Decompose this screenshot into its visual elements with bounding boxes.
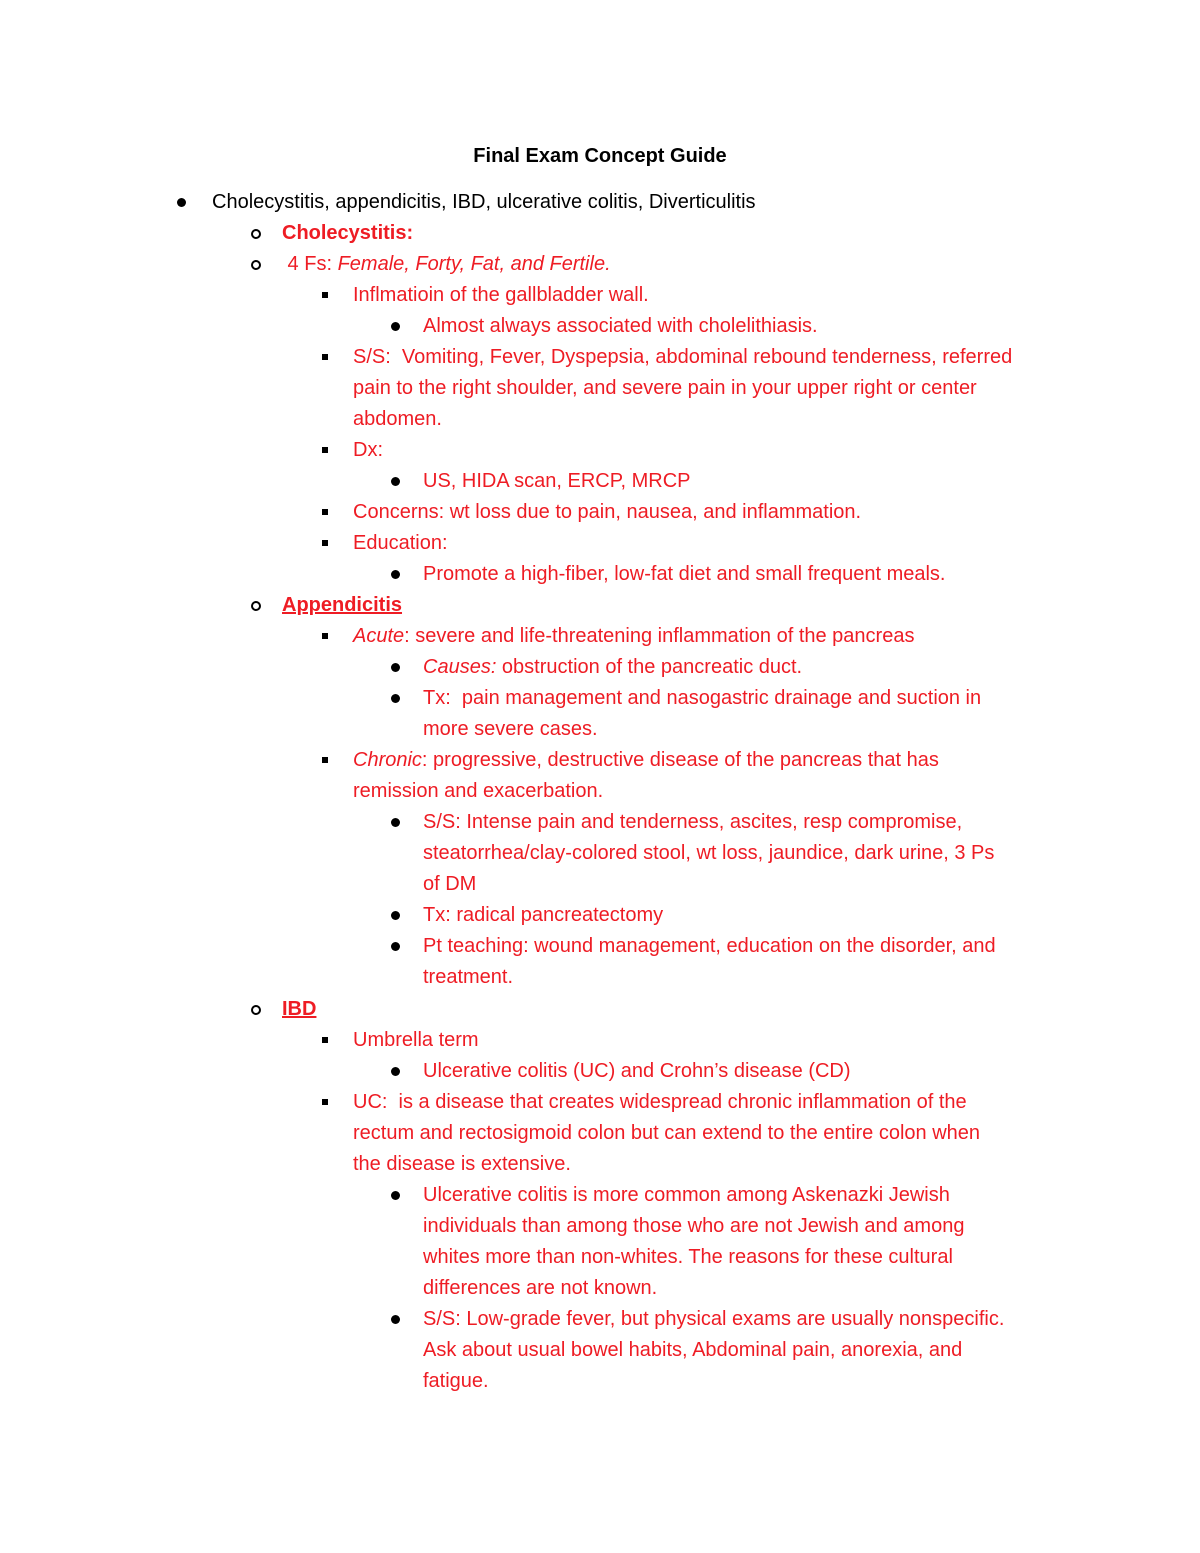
chole-fs-prefix: 4 Fs: (282, 253, 338, 275)
chole-fs-italic: Female, Forty, Fat, and Fertile. (337, 253, 611, 275)
chole-heading: Cholecystitis: (282, 222, 414, 244)
ibd-heading-item (246, 994, 316, 1025)
ibd-umbrella-item (316, 1025, 479, 1056)
chole-dx-list-item (386, 466, 690, 497)
ibd-ss-item (386, 1304, 1004, 1397)
appy-heading: Appendicitis (282, 594, 403, 616)
ibd-eth-line1: Ulcerative colitis is more common among Askenazki Jewish (423, 1184, 950, 1206)
appy-ss-line1: S/S: Intense pain and tenderness, ascites, resp compromise, (423, 811, 963, 833)
chole-assoc-item (386, 311, 818, 342)
chole-education-label: Education: (353, 532, 448, 554)
chole-inflam-item (316, 280, 649, 311)
ibd-eth-line3: whites more than non-whites. The reasons for these cultural (423, 1246, 953, 1268)
chole-edu-list-item (386, 559, 945, 590)
chole-heading-item (246, 218, 413, 249)
chole-ss-line2: pain to the right shoulder, and severe pain in your upper right or center (353, 377, 977, 399)
ibd-eth-line4: differences are not known. (423, 1277, 658, 1299)
appy-causes-item (386, 652, 802, 683)
ibd-uc-cd-item (386, 1056, 851, 1087)
appy-pt-line1: Pt teaching: wound management, education on the disorder, and (423, 935, 996, 957)
chole-concerns-text: Concerns: wt loss due to pain, nausea, and inflammation. (353, 501, 862, 523)
ibd-uc-item (316, 1087, 980, 1180)
chole-fs-item (246, 249, 611, 280)
ibd-uc-line3: the disease is extensive. (353, 1153, 571, 1175)
appy-ss-line3: of DM (423, 873, 477, 895)
appy-chronic-text: : progressive, destructive disease of the pancreas that has (421, 749, 939, 771)
ibd-ss-line2: Ask about usual bowel habits, Abdominal pain, anorexia, and (423, 1339, 963, 1361)
ibd-uc-line2: rectum and rectosigmoid colon but can extend to the entire colon when (353, 1122, 981, 1144)
chole-ss-line3: abdomen. (353, 408, 442, 430)
appy-tx2-item (386, 900, 663, 931)
ibd-uc-line1: UC: is a disease that creates widespread chronic inflammation of the (353, 1091, 967, 1113)
appy-tx-line1: Tx: pain management and nasogastric drainage and suction in (423, 687, 982, 709)
chole-edu-text: Promote a high-fiber, low-fat diet and small frequent meals. (423, 563, 946, 585)
ibd-ss-line3: fatigue. (423, 1370, 489, 1392)
chole-inflam-text: Inflmatioin of the gallbladder wall. (353, 284, 649, 306)
appy-chronic-label: Chronic (353, 749, 422, 771)
chole-assoc-text: Almost always associated with cholelithiasis. (423, 315, 818, 337)
appy-pt-item (386, 931, 996, 993)
chole-ss-item (316, 342, 1012, 435)
appy-tx-item (386, 683, 981, 745)
chole-concerns-item (316, 497, 861, 528)
chole-ss-line1: S/S: Vomiting, Fever, Dyspepsia, abdominal rebound tenderness, referred (353, 346, 1013, 368)
chole-dx-text: US, HIDA scan, ERCP, MRCP (423, 470, 691, 492)
appy-causes-label: Causes: (423, 656, 497, 678)
appy-acute-text: : severe and life-threatening inflammation of the pancreas (404, 625, 915, 647)
appy-heading-item (246, 590, 402, 621)
ibd-eth-item (386, 1180, 964, 1304)
appy-ss-line2: steatorrhea/clay-colored stool, wt loss, jaundice, dark urine, 3 Ps (423, 842, 995, 864)
chole-dx-label: Dx: (353, 439, 383, 461)
ibd-ss-line1: S/S: Low-grade fever, but physical exams are usually nonspecific. (423, 1308, 1005, 1330)
appy-causes-text: obstruction of the pancreatic duct. (496, 656, 803, 678)
topics-text: Cholecystitis, appendicitis, IBD, ulcerative colitis, Diverticulitis (212, 191, 756, 213)
appy-tx2-text: Tx: radical pancreatectomy (423, 904, 664, 926)
appy-acute-label: Acute (353, 625, 405, 647)
document-title: Final Exam Concept Guide (473, 145, 727, 167)
chole-dx-item (316, 435, 383, 466)
ibd-umbrella-text: Umbrella term (353, 1029, 479, 1051)
ibd-uc-cd-text: Ulcerative colitis (UC) and Crohn’s disease (CD) (423, 1060, 851, 1082)
chole-education-item (316, 528, 448, 559)
appy-tx-line2: more severe cases. (423, 718, 598, 740)
ibd-eth-line2: individuals than among those who are not Jewish and among (423, 1215, 965, 1237)
appy-chronic-line2: remission and exacerbation. (353, 780, 604, 802)
ibd-heading: IBD (282, 998, 317, 1020)
appy-acute-item (316, 621, 914, 652)
topic-list-item (172, 187, 756, 218)
appy-ss-item (386, 807, 994, 900)
appy-chronic-item (316, 745, 939, 807)
appy-pt-line2: treatment. (423, 966, 514, 988)
